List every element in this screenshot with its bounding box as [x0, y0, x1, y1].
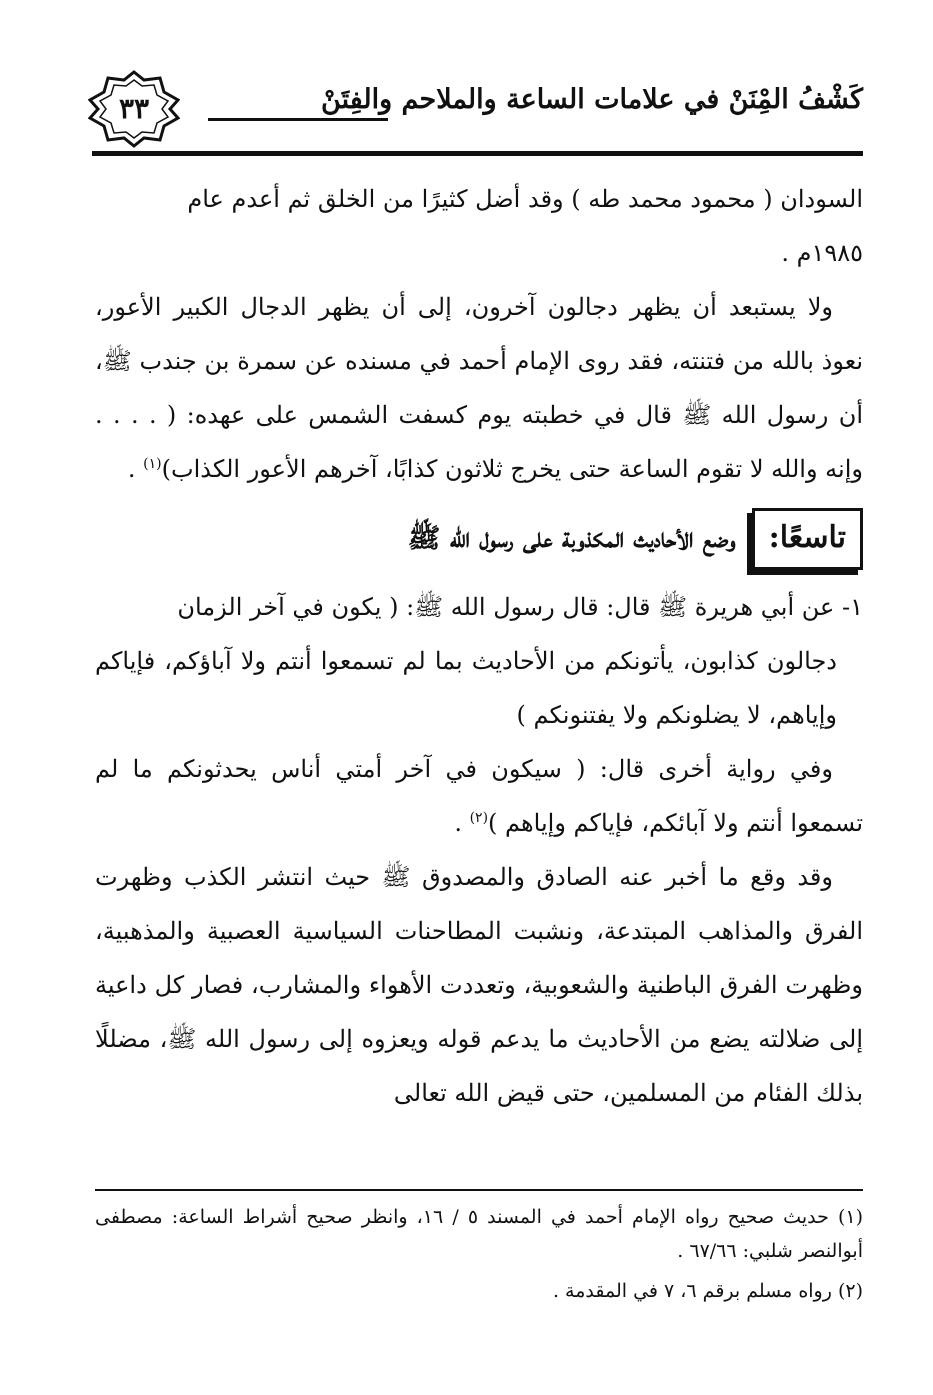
header-rule	[92, 151, 863, 156]
page-header	[88, 70, 863, 154]
paragraph-end: .	[127, 455, 144, 483]
page-number-badge	[88, 70, 180, 148]
page-number: ٣٣	[118, 92, 150, 125]
header-decorative-dash	[208, 118, 388, 121]
list-item-continuation: دجالون كذابون، يأتونكم من الأحاديث بما لم تسمعوا أنتم ولا آباؤكم، فإياكم وإياهم، لا يضلونكم ولا يفتنونكم )	[95, 647, 837, 729]
main-text	[95, 172, 863, 1120]
list-item: ١- عن أبي هريرة ﷺ قال: قال رسول الله ﷺ: ( يكون في آخر الزمان	[177, 593, 863, 621]
section-heading	[95, 504, 863, 574]
footnote-rule	[95, 1189, 863, 1191]
paragraph-end: .	[454, 809, 470, 837]
paragraph: وقد وقع ما أخبر عنه الصادق والمصدوق ﷺ حيث انتشر الكذب وظهرت الفرق والمذاهب المبتدعة، ونشبت المطاحنات السياسية العصبية والمذهبية، وظهرت الفرق الباطنية والشعوبية، وتعددت الأهواء والمشارب، فصار كل داعية إلى ضلالته يضع من الأحاديث ما يدعم قوله ويعزوه إلى رسول الله ﷺ، مضللًا بذلك الفئام من المسلمين، حتى قيض الله تعالى	[95, 863, 863, 1107]
paragraph	[95, 280, 863, 496]
paragraph-line: ١٩٨٥م .	[781, 239, 863, 267]
paragraph-text: ولا يستبعد أن يظهر دجالون آخرون، إلى أن يظهر الدجال الكبير الأعور، نعوذ بالله من فتنته، فقد روى الإمام أحمد في مسنده عن سمرة بن جندب ﷺ، أن رسول الله ﷺ قال في خطبته يوم كسفت الشمس على عهده: ( . . . . وإنه والله لا تقوم الساعة حتى يخرج ثلاثون كذابًا، آخرهم الأعور الكذاب)	[95, 293, 863, 483]
footnote: (١) حديث صحيح رواه الإمام أحمد في المسند ٥ / ١٦، وانظر صحيح أشراط الساعة: مصطفى أبوالنصر شلبي: ٦٧/٦٦ .	[95, 1206, 863, 1262]
paragraph	[95, 742, 863, 850]
footnotes	[95, 1200, 863, 1314]
footnote-ref: (١)	[143, 456, 162, 472]
paragraph-text: وفي رواية أخرى قال: ( سيكون في آخر أمتي أناس يحدثونكم ما لم تسمعوا أنتم ولا آبائكم، فإياكم وإياهم )	[95, 755, 863, 837]
section-label: تاسعًا:	[752, 508, 863, 570]
section-title: وضع الأحاديث المكذوبة على رسول الله ﷺ	[407, 523, 736, 554]
footnote-ref: (٢)	[469, 810, 489, 826]
footnote: (٢) رواه مسلم برقم ٦، ٧ في المقدمة .	[552, 1280, 863, 1302]
paragraph-line: السودان ( محمود محمد طه ) وقد أضل كثيرًا من الخلق ثم أعدم عام	[187, 185, 863, 213]
book-title: كَشْفُ المِْنَنْ في علامات الساعة والملاحم والفِتَنْ	[321, 84, 863, 115]
